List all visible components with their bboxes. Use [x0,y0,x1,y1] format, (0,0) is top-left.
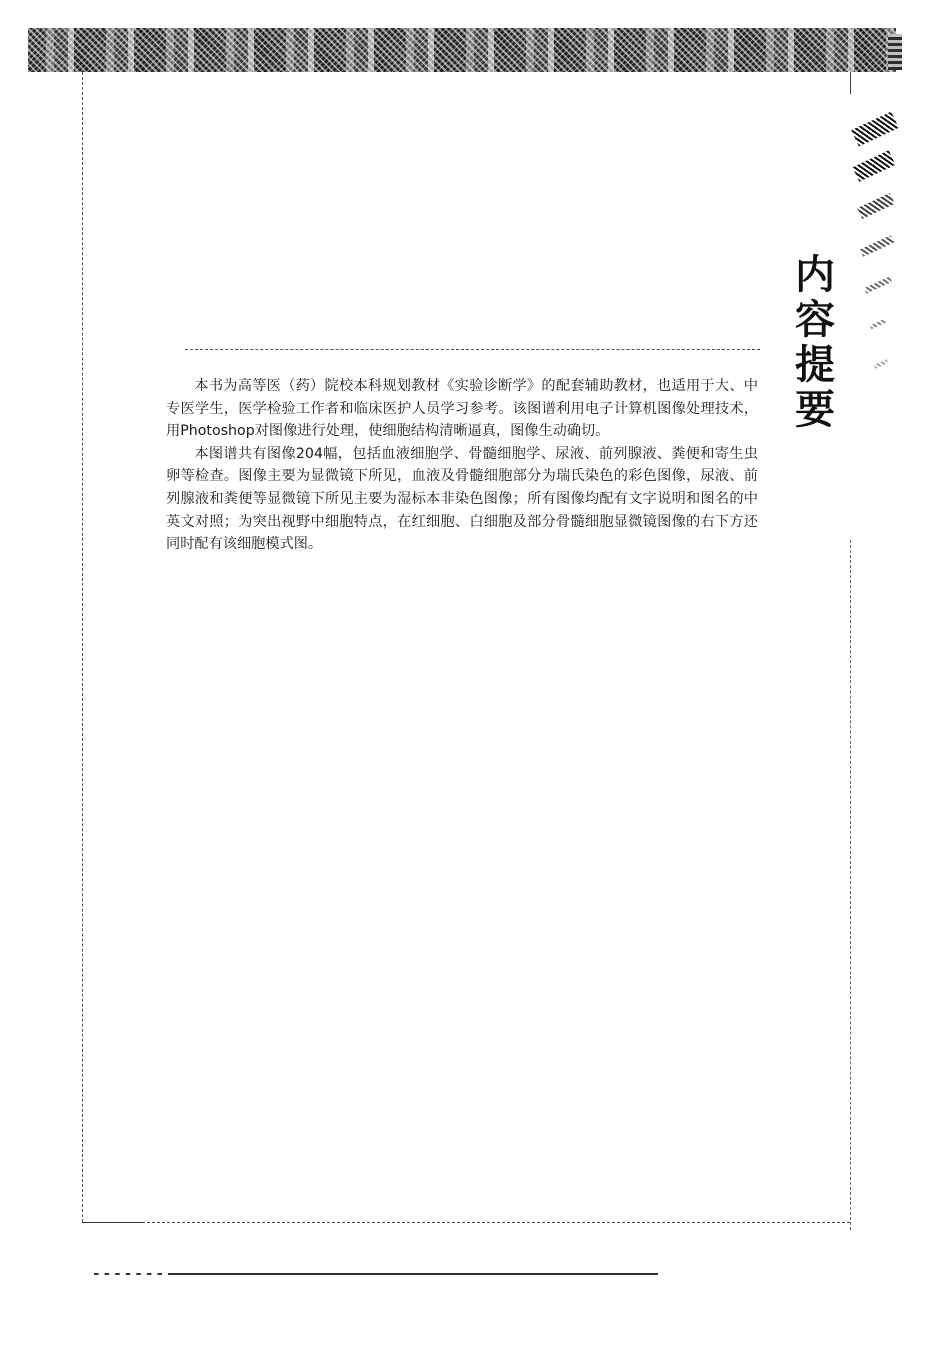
page-frame-right-top [850,72,851,94]
side-decoration-mark [857,193,895,219]
page-frame-left [82,72,83,1222]
summary-paragraph: 本图谱共有图像204幅，包括血液细胞学、骨髓细胞学、尿液、前列腺液、粪便和寄生虫卵等检查。图像主要为显微镜下所见，血液及骨髓细胞部分为瑞氏染色的彩色图像，尿液、前列腺液和粪便等显微镜下所见主要为湿标本非染色图像；所有图像均配有文字说明和图名的中英文对照；为突出视野中细胞特点，在红细胞、白细胞及部分骨髓细胞显微镜图像的右下方还同时配有该细胞模式图。 [166,445,758,553]
side-decoration-mark [860,235,894,257]
section-divider [185,349,760,350]
summary-paragraph: 本书为高等医（药）院校本科规划教材《实验诊断学》的配套辅助教材，也适用于大、中专医学生，医学检验工作者和临床医护人员学习参考。该图谱利用电子计算机图像处理技术，用Photoshop对图像进行处理，使细胞结构清晰逼真，图像生动确切。 [166,378,758,440]
side-decoration-mark [874,359,888,369]
page-frame-right [850,540,851,1230]
summary-body [166,375,758,556]
header-texture-banner [28,28,896,72]
footer-rule-broken [88,1273,168,1275]
side-decoration-mark [852,150,895,181]
page-frame-bottom [82,1222,850,1223]
page-title-char: 提 [795,342,835,388]
page-frame-bottom-corner [82,1222,142,1223]
page-title-char: 要 [795,387,835,433]
page-title [790,253,840,433]
page-title-char: 内 [795,252,835,298]
side-decoration-mark [870,319,886,329]
side-decoration-mark [851,112,898,147]
side-decoration-mark [864,276,892,293]
page-title-char: 容 [795,297,835,343]
footer-rule [88,1273,658,1275]
